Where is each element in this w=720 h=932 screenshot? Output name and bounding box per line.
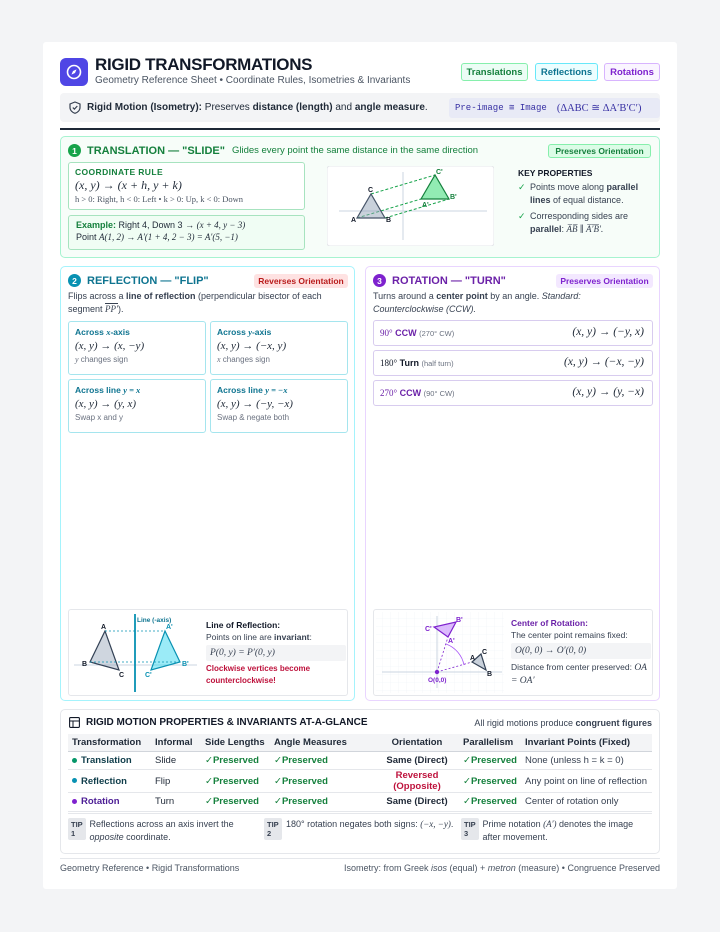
tip-3: TIP 3 Prime notation (A′) denotes the image after movement.	[461, 818, 653, 844]
svg-text:B: B	[487, 671, 493, 678]
svg-text:C': C'	[425, 626, 432, 633]
translation-desc: Glides every point the same distance in the same direction	[231, 145, 479, 156]
key-properties-title: KEY PROPERTIES	[518, 168, 593, 178]
reflect-y-equals-x-card: Across line y = x (x, y) → (y, x) Swap x and y	[68, 379, 206, 433]
translation-rule-card	[68, 162, 305, 210]
reflection-desc: Flips across a line of reflection (perpendicular bisector of each segment PP′).	[68, 291, 322, 314]
rule-note: h > 0: Right, h < 0: Left • k > 0: Up, k < 0: Down	[75, 194, 244, 204]
svg-text:C: C	[482, 649, 488, 656]
reflect-y-axis-card: Across y-axis (x, y) → (−x, y) x changes sign	[210, 321, 348, 375]
orientation-badge: Preserves Orientation	[548, 144, 651, 158]
reflection-panel	[60, 266, 355, 701]
table-icon	[69, 717, 80, 728]
translation-figure	[327, 166, 494, 246]
rotation-desc: Turns around a center point by an angle. Standard: Counterclockwise (CCW).	[373, 291, 581, 314]
rule-label: COORDINATE RULE	[75, 167, 164, 177]
svg-text:B': B'	[182, 661, 189, 668]
svg-text:B': B'	[456, 617, 463, 624]
line-label: Line (-axis)	[137, 617, 172, 624]
svg-text:A': A'	[448, 638, 455, 645]
page-title: RIGID TRANSFORMATIONS	[95, 55, 313, 74]
shield-check-icon	[69, 101, 81, 114]
reverses-orientation-badge: Reverses Orientation	[254, 274, 348, 288]
translation-panel	[60, 136, 660, 258]
pill-reflections[interactable]: Reflections	[535, 63, 598, 81]
rotation-header: 3 ROTATION — "TURN"	[373, 274, 506, 287]
tip-1: TIP 1 Reflections across an axis invert the opposite coordinate.	[68, 818, 258, 844]
translation-title: TRANSLATION — "SLIDE"	[87, 144, 225, 157]
svg-text:A': A'	[166, 624, 173, 631]
translation-example: Example: Right 4, Down 3 → (x + 4, y − 3) Point A(1, 2) → A′(1 + 4, 2 − 3) = A′(5, −1)	[68, 215, 305, 250]
congruence-notation: Pre-image ≅ Image (ΔABC ≅ ΔA′B′C′)	[449, 98, 660, 118]
reflection-figure	[69, 610, 199, 695]
table-row: Rotation Turn ✓Preserved ✓Preserved Same (Direct) ✓Preserved Center of rotation only	[68, 793, 652, 812]
fig-label-c-prime: C'	[436, 169, 443, 176]
reflect-x-axis-card: Across x-axis (x, y) → (x, −y) y changes sign	[68, 321, 206, 375]
page-subtitle: Geometry Reference Sheet • Coordinate Rules, Isometries & Invariants	[95, 75, 411, 86]
fig-label-c: C	[368, 187, 374, 194]
pill-translations[interactable]: Translations	[461, 63, 528, 81]
reference-sheet	[43, 42, 677, 889]
footer-right: Isometry: from Greek isos (equal) + metron (measure) • Congruence Preserved	[343, 863, 660, 873]
svg-text:A: A	[101, 624, 107, 631]
definition-bar	[60, 93, 660, 122]
pill-rotations[interactable]: Rotations	[604, 63, 660, 81]
fig-label-b: B	[386, 217, 392, 224]
svg-text:C: C	[119, 672, 125, 679]
rotation-panel	[365, 266, 660, 701]
rotation-orientation-badge: Preserves Orientation	[556, 274, 653, 288]
reflect-y-equals-neg-x-card: Across line y = −x (x, y) → (−y, −x) Swap & negate both	[210, 379, 348, 433]
rotation-270-card: 270° CCW (90° CW) (x, y) → (y, −x)	[373, 380, 653, 406]
rotation-info: Center of Rotation: The center point remains fixed: O(0, 0) → O′(0, 0) Distance from center preserved: OA = OA′	[511, 617, 651, 687]
reflection-header: 2 REFLECTION — "FLIP"	[68, 274, 209, 287]
rotation-figure-box	[373, 609, 653, 696]
fig-label-b-prime: B'	[450, 194, 457, 201]
tip-2: TIP 2 180° rotation negates both signs: (−x, −y).	[264, 818, 454, 840]
reflection-figure-box	[68, 609, 348, 696]
rotation-figure	[374, 610, 506, 695]
translation-rule: (x, y) → (x + h, y + k)	[75, 178, 182, 192]
footer-divider	[60, 858, 660, 859]
key-property-2: ✓ Corresponding sides are parallel: A̅B̅ ∥ A̅′̅B̅′.	[518, 211, 629, 234]
key-properties	[518, 168, 654, 236]
svg-text:C': C'	[145, 672, 152, 679]
check-icon: ✓	[518, 182, 526, 192]
fig-label-a: A	[351, 217, 357, 224]
reflection-info: Line of Reflection: Points on line are invariant: P(0, y) = P′(0, y) Clockwise vertices become counterclockwise!	[206, 619, 346, 687]
compass-icon	[60, 58, 88, 86]
rotation-180-card: 180° Turn (half turn) (x, y) → (−x, −y)	[373, 350, 653, 376]
definition-text: Rigid Motion (Isometry): Preserves distance (length) and angle measure.	[87, 102, 428, 113]
section-number: 1	[68, 144, 81, 157]
table-row: Reflection Flip ✓Preserved ✓Preserved Reversed (Opposite) ✓Preserved Any point on line of reflection	[68, 770, 652, 793]
properties-table	[68, 734, 652, 812]
header-divider	[60, 128, 660, 130]
table-row: Translation Slide ✓Preserved ✓Preserved Same (Direct) ✓Preserved None (unless h = k = 0)	[68, 751, 652, 770]
table-header-row: Transformation Informal Side Lengths Angle Measures Orientation Parallelism Invariant Points (Fixed)	[68, 734, 652, 751]
origin-label: O(0,0)	[428, 677, 447, 684]
fig-label-a-prime: A'	[422, 202, 429, 209]
svg-text:A: A	[470, 655, 476, 662]
svg-text:B: B	[82, 661, 88, 668]
properties-title: RIGID MOTION PROPERTIES & INVARIANTS AT-A-GLANCE	[86, 717, 368, 728]
properties-note: All rigid motions produce congruent figures	[474, 718, 652, 728]
rotation-90-card: 90° CCW (270° CW) (x, y) → (−y, x)	[373, 320, 653, 346]
properties-panel	[60, 709, 660, 854]
check-icon: ✓	[518, 211, 526, 221]
footer-left: Geometry Reference • Rigid Transformations	[60, 863, 240, 873]
key-property-1: ✓ Points move along parallel lines of equal distance.	[518, 182, 639, 205]
translation-header	[68, 144, 478, 157]
tips-divider	[68, 813, 652, 814]
